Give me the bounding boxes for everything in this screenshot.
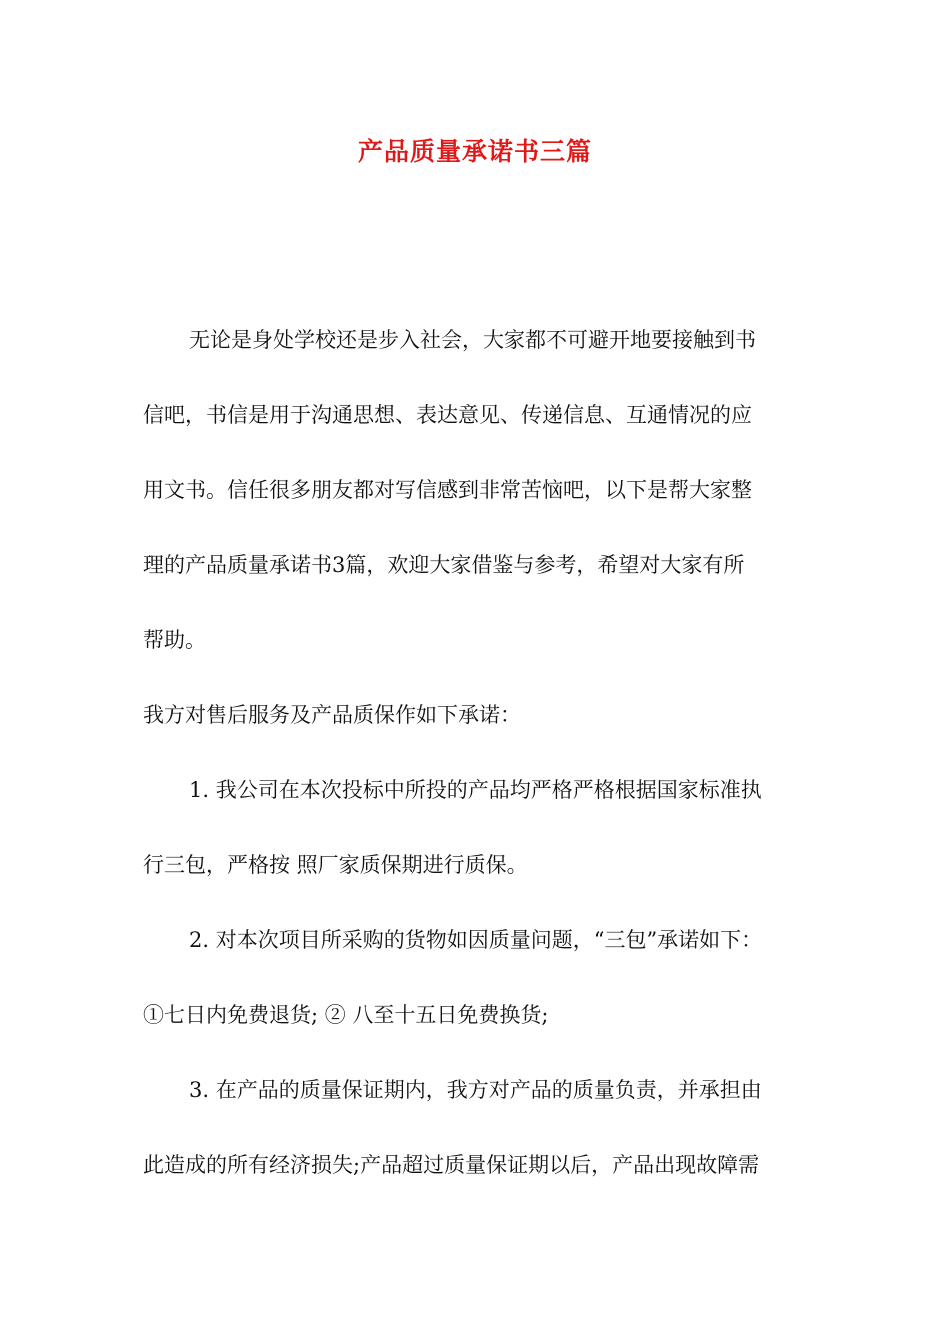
text-line: 2. 对本次项目所采购的货物如因质量问题，“三包”承诺如下： bbox=[189, 928, 763, 952]
text-line: 信吧，书信是用于沟通思想、表达意见、传递信息、互通情况的应 bbox=[143, 403, 752, 427]
text-line: ①七日内免费退货; ② 八至十五日免费换货; bbox=[143, 1003, 549, 1027]
document-title: 产品质量承诺书三篇 bbox=[357, 137, 592, 166]
text-line: 帮助。 bbox=[143, 628, 206, 652]
document-body bbox=[143, 318, 815, 1218]
text-line: 行三包，严格按 照厂家质保期进行质保。 bbox=[143, 853, 528, 877]
text-line: 用文书。信任很多朋友都对写信感到非常苦恼吧，以下是帮大家整 bbox=[143, 478, 752, 502]
text-line: 理的产品质量承诺书3篇，欢迎大家借鉴与参考，希望对大家有所 bbox=[143, 553, 745, 577]
text-line: 无论是身处学校还是步入社会，大家都不可避开地要接触到书 bbox=[189, 328, 756, 352]
text-line: 此造成的所有经济损失;产品超过质量保证期以后，产品出现故障需 bbox=[143, 1153, 760, 1177]
text-line: 3. 在产品的质量保证期内，我方对产品的质量负责，并承担由 bbox=[189, 1078, 762, 1102]
text-line: 1. 我公司在本次投标中所投的产品均严格严格根据国家标准执 bbox=[189, 778, 762, 802]
text-line: 我方对售后服务及产品质保作如下承诺： bbox=[143, 703, 521, 727]
